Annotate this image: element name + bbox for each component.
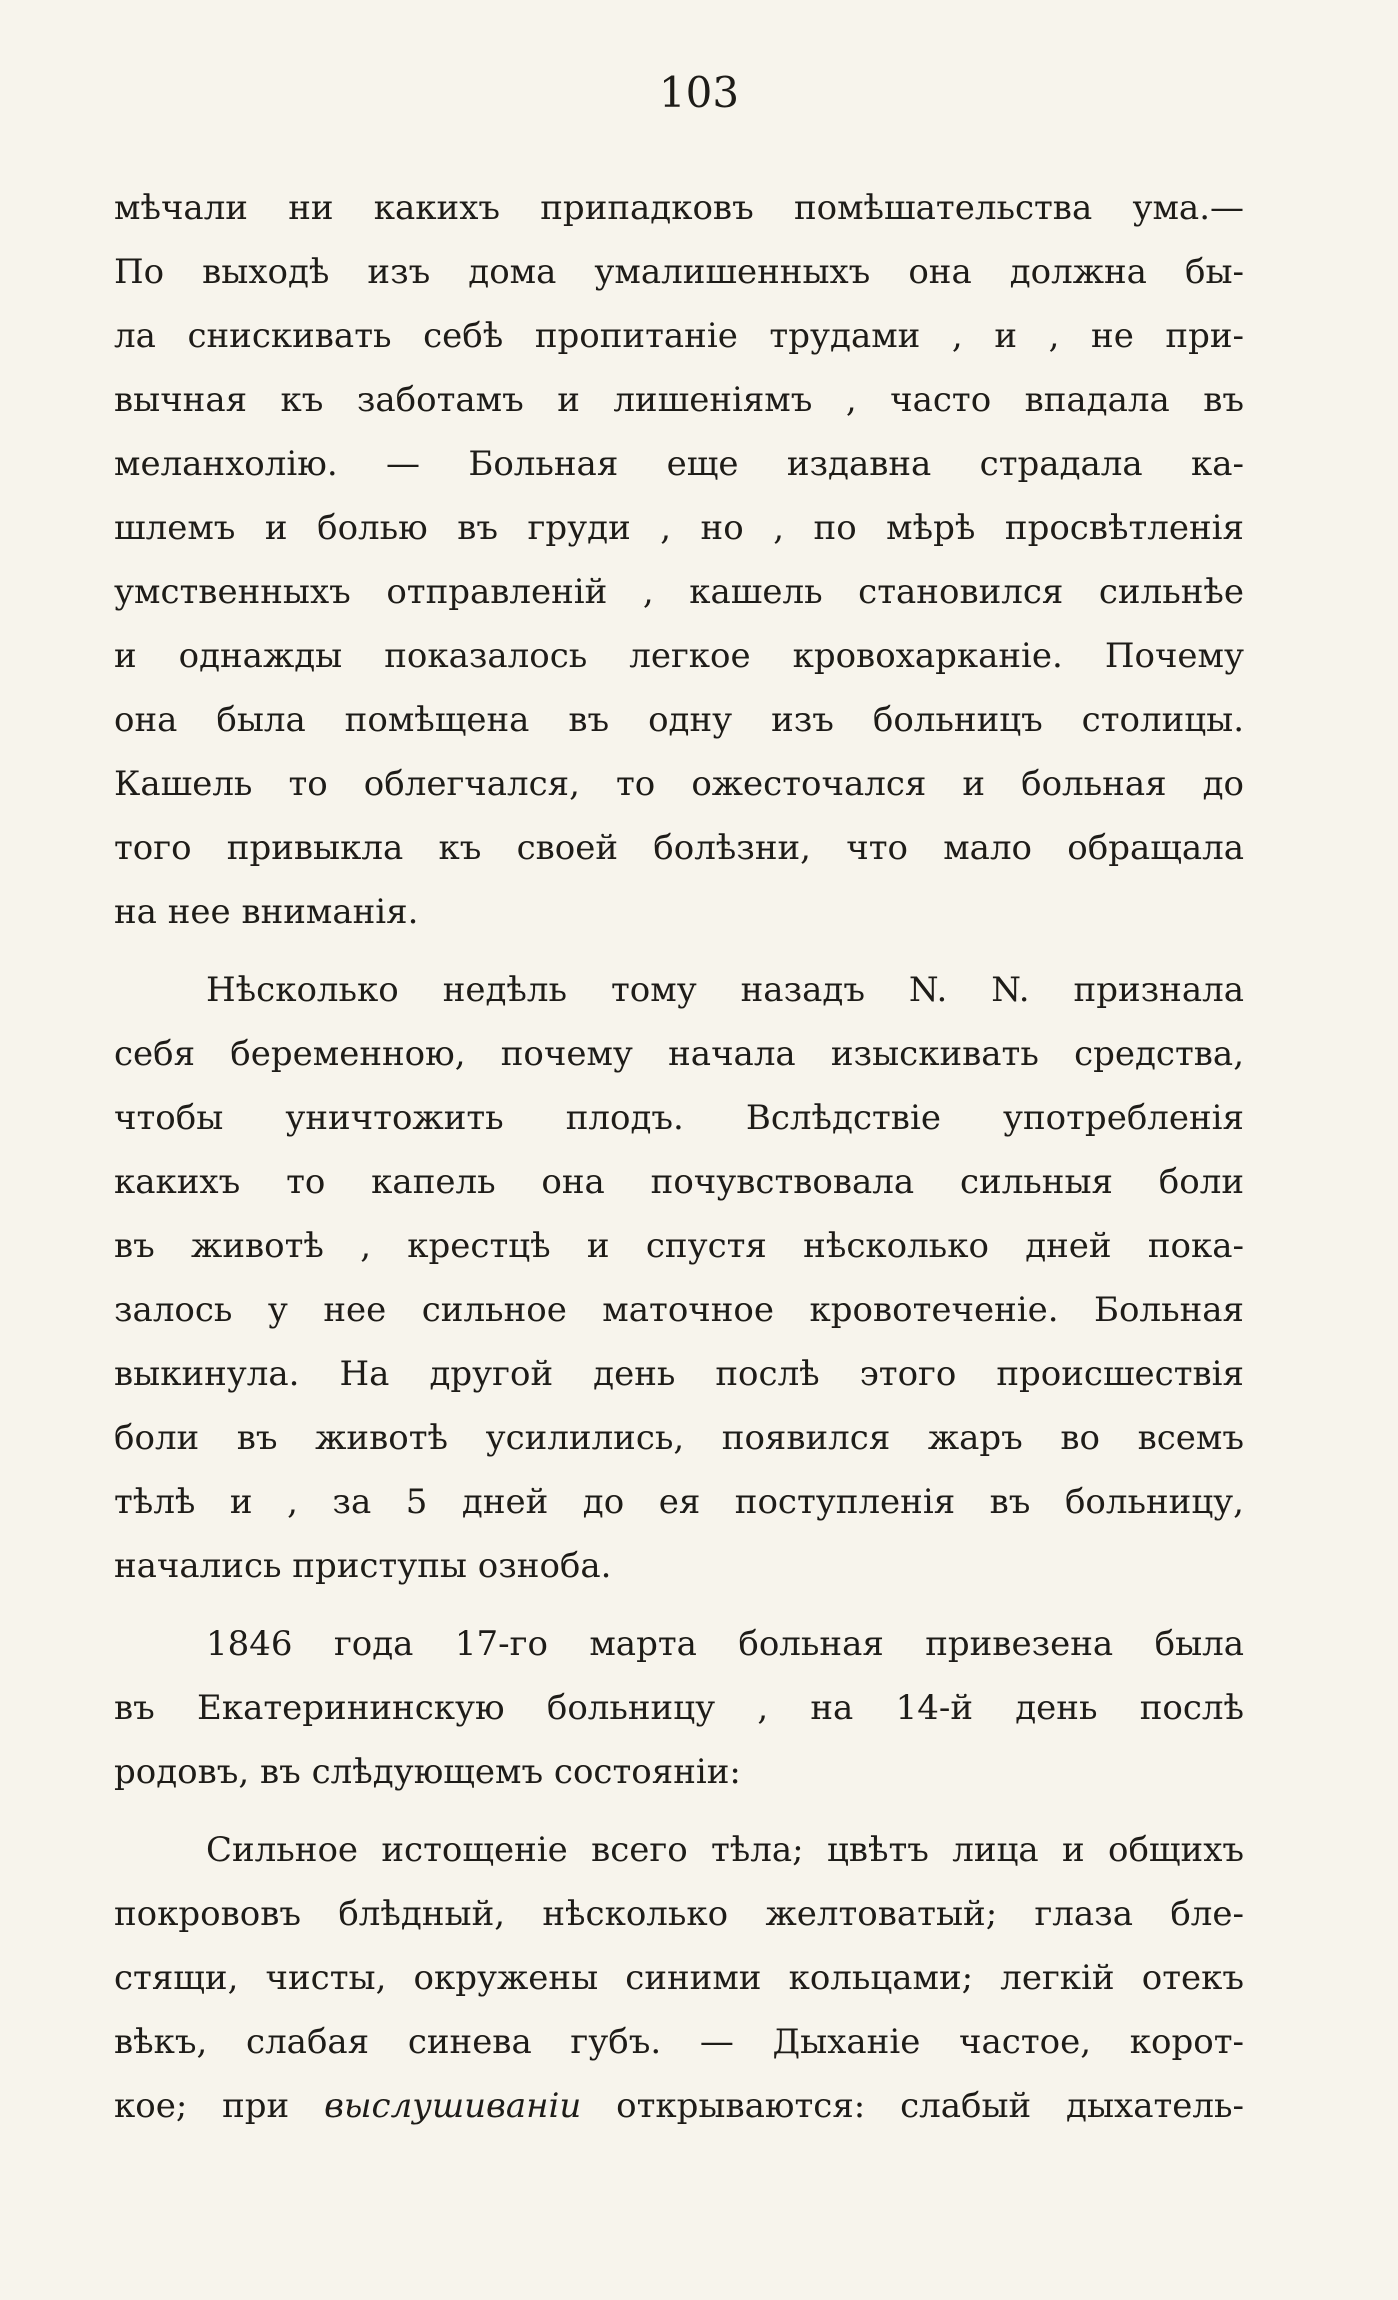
paragraph	[114, 176, 1244, 944]
text-line: покрововъ блѣдный, нѣсколько желтоватый; глаза бле-	[114, 1894, 1244, 1934]
text-line: По выходѣ изъ дома умалишенныхъ она должна бы-	[114, 252, 1244, 292]
paragraph	[114, 1612, 1244, 1804]
text-line: въ Екатерининскую больницу , на 14-й день послѣ	[114, 1688, 1244, 1728]
text-line: она была помѣщена въ одну изъ больницъ столицы.	[114, 700, 1244, 740]
text-line: ла снискивать себѣ пропитаніе трудами , и , не при-	[114, 316, 1244, 356]
text-line: меланхолію. — Больная еще издавна страдала ка-	[114, 444, 1244, 484]
text-line: залось у нее сильное маточное кровотеченіе. Больная	[114, 1290, 1244, 1330]
text-line: выкинула. На другой день послѣ этого происшествія	[114, 1354, 1244, 1394]
text-segment: кое; при	[114, 2086, 325, 2126]
paragraph	[114, 958, 1244, 1598]
text-line: себя беременною, почему начала изыскивать средства,	[114, 1034, 1244, 1074]
text-line: того привыкла къ своей болѣзни, что мало обращала	[114, 828, 1244, 868]
text-segment: открываются: слабый дыхатель-	[581, 2086, 1244, 2126]
text-line: и однажды показалось легкое кровохарканіе. Почему	[114, 636, 1244, 676]
text-line: чтобы уничтожить плодъ. Вслѣдствіе употребленія	[114, 1098, 1244, 1138]
page-number: 103	[658, 68, 740, 117]
text-line: какихъ то капель она почувствовала сильныя боли	[114, 1162, 1244, 1202]
text-line: родовъ, въ слѣдующемъ состояніи:	[114, 1752, 741, 1792]
text-line: стящи, чисты, окружены синими кольцами; легкій отекъ	[114, 1958, 1244, 1998]
text-line: мѣчали ни какихъ припадковъ помѣшательства ума.—	[114, 188, 1244, 228]
text-line: 1846 года 17-го марта больная привезена была	[206, 1624, 1244, 1664]
text-line: тѣлѣ и , за 5 дней до ея поступленія въ больницу,	[114, 1482, 1244, 1522]
text-line: умственныхъ отправленій , кашель становился сильнѣе	[114, 572, 1244, 612]
text-line: Сильное истощеніе всего тѣла; цвѣтъ лица и общихъ	[206, 1830, 1244, 1870]
text-line: начались приступы озноба.	[114, 1546, 612, 1586]
italic-term: выслушиваніи	[324, 2086, 582, 2126]
text-line: въ животѣ , крестцѣ и спустя нѣсколько дней пока-	[114, 1226, 1244, 1266]
body-text	[114, 176, 1244, 2138]
text-line	[114, 2074, 1244, 2138]
paragraph	[114, 1818, 1244, 2138]
text-line: боли въ животѣ усилились, появился жаръ во всемъ	[114, 1418, 1244, 1458]
text-line: вычная къ заботамъ и лишеніямъ , часто впадала въ	[114, 380, 1244, 420]
text-line: Нѣсколько недѣль тому назадъ N. N. признала	[206, 970, 1244, 1010]
text-line: Кашель то облегчался, то ожесточался и больная до	[114, 764, 1244, 804]
text-line: шлемъ и болью въ груди , но , по мѣрѣ просвѣтленія	[114, 508, 1244, 548]
text-line: на нее вниманія.	[114, 892, 419, 932]
text-line: вѣкъ, слабая синева губъ. — Дыханіе частое, корот-	[114, 2022, 1244, 2062]
